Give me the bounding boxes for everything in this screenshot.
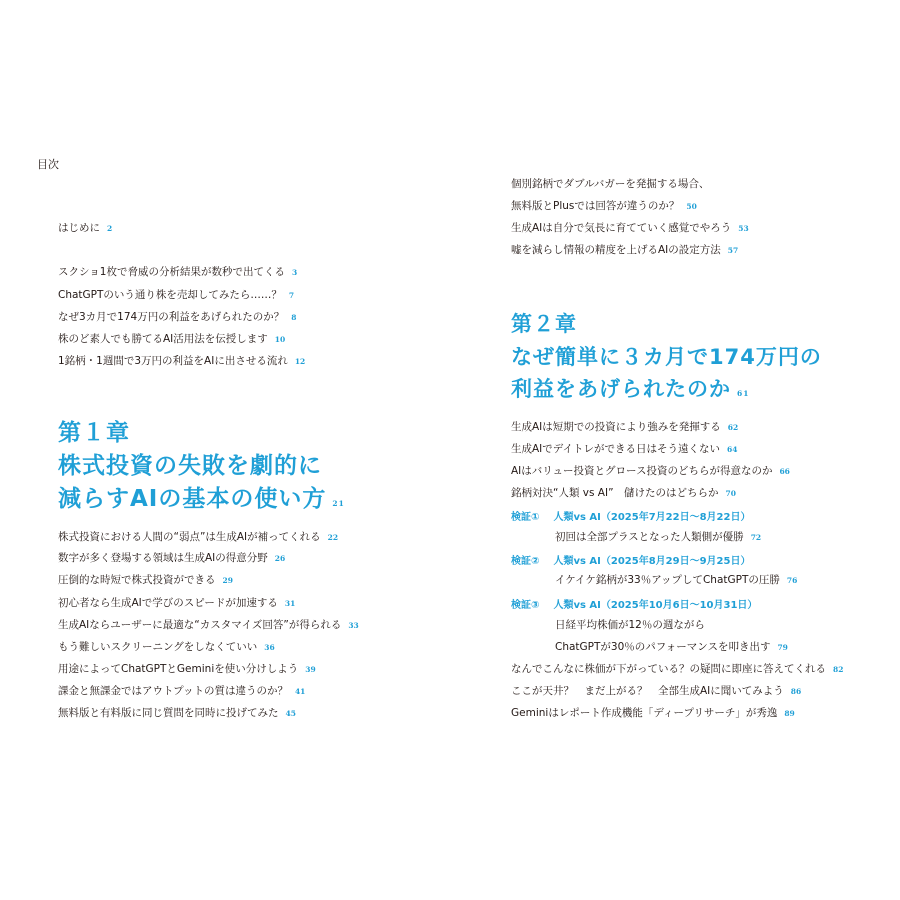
verify-tag: 検証② bbox=[511, 556, 540, 567]
toc-entry-label: もう難しいスクリーニングをしなくていい bbox=[58, 641, 258, 653]
chapter-1-number[interactable]: 第１章 bbox=[58, 420, 130, 446]
verify-title: 人類vs AI（2025年10月6日〜10月31日） bbox=[553, 600, 758, 611]
toc-entry[interactable] bbox=[555, 618, 705, 632]
toc-page-number: 53 bbox=[738, 224, 749, 233]
toc-entry[interactable] bbox=[511, 442, 737, 457]
toc-entry[interactable] bbox=[58, 288, 294, 303]
toc-entry-label: 課金と無課金ではアウトプットの質は違うのか？ bbox=[58, 685, 288, 697]
toc-entry-label: ChatGPTが30％のパフォーマンスを叩き出す bbox=[555, 641, 771, 653]
toc-entry[interactable] bbox=[511, 243, 738, 258]
toc-entry[interactable] bbox=[58, 618, 359, 633]
toc-entry-label: 初回は全部プラスとなった人類側が優勝 bbox=[555, 531, 744, 543]
toc-page-number: 64 bbox=[727, 445, 738, 454]
toc-page-number: 22 bbox=[327, 533, 339, 542]
toc-page-number: 45 bbox=[285, 709, 296, 718]
toc-page-number: 41 bbox=[294, 687, 306, 696]
toc-entry-label: ChatGPTのいう通り株を売却してみたら……？ bbox=[58, 289, 282, 301]
toc-entry-label: スクショ1枚で脅威の分析結果が数秒で出てくる bbox=[58, 266, 285, 278]
toc-entry[interactable] bbox=[58, 662, 316, 677]
toc-entry[interactable] bbox=[58, 573, 233, 588]
toc-entry[interactable] bbox=[58, 551, 285, 566]
verify-heading[interactable] bbox=[511, 508, 750, 523]
toc-entry[interactable] bbox=[58, 332, 285, 347]
chapter-2-title-line2[interactable] bbox=[511, 372, 749, 411]
toc-entry[interactable] bbox=[58, 310, 296, 325]
chapter-1-title-line1[interactable]: 株式投資の失敗を劇的に bbox=[58, 453, 322, 479]
toc-page-number: 39 bbox=[305, 665, 316, 674]
toc-page-number: 26 bbox=[274, 554, 286, 563]
toc-entry[interactable] bbox=[58, 640, 275, 655]
toc-entry[interactable] bbox=[58, 706, 296, 721]
toc-page-number: 76 bbox=[786, 576, 798, 585]
toc-page-number: 33 bbox=[348, 621, 359, 630]
verify-title: 人類vs AI（2025年8月29日〜9月25日） bbox=[553, 556, 751, 567]
verify-heading[interactable] bbox=[511, 552, 750, 567]
toc-page-number: 36 bbox=[264, 643, 275, 652]
toc-entry[interactable] bbox=[511, 486, 736, 501]
toc-entry-label: 嘘を減らし情報の精度を上げるAIの設定方法 bbox=[511, 244, 721, 256]
toc-entry-label: 株式投資における人間の“弱点”は生成AIが補ってくれる bbox=[58, 531, 321, 543]
toc-page-number: 50 bbox=[686, 202, 697, 211]
toc-entry-label: 数字が多く登場する領域は生成AIの得意分野 bbox=[58, 552, 268, 564]
toc-entry-label: なんでこんなに株価が下がっている？の疑問に即座に答えてくれる bbox=[511, 663, 826, 675]
toc-page-number: 86 bbox=[790, 687, 802, 696]
toc-entry-label: 無料版と有料版に同じ質問を同時に投げてみた bbox=[58, 707, 279, 719]
toc-entry[interactable] bbox=[58, 265, 297, 280]
toc-entry-label: 用途によってChatGPTとGeminiを使い分けしよう bbox=[58, 663, 299, 675]
toc-entry-label: 初心者なら生成AIで学びのスピードが加速する bbox=[58, 597, 278, 609]
toc-entry-label: 1銘柄・1週間で3万円の利益をAIに出させる流れ bbox=[58, 355, 288, 367]
toc-entry[interactable] bbox=[555, 573, 797, 588]
toc-entry[interactable] bbox=[58, 684, 305, 699]
toc-page-number: 7 bbox=[288, 291, 295, 300]
toc-page-number: 89 bbox=[784, 709, 795, 718]
chapter-2-page-number: 61 bbox=[737, 389, 750, 398]
toc-entry-label: 生成AIならユーザーに最適な“カスタマイズ回答”が得られる bbox=[58, 619, 342, 631]
chapter-2-title-text: 利益をあげられたのか bbox=[511, 377, 731, 401]
toc-entry-label: 生成AIでデイトレができる日はそう遠くない bbox=[511, 443, 721, 455]
verify-heading[interactable] bbox=[511, 596, 757, 611]
toc-page-number: 70 bbox=[725, 489, 736, 498]
toc-page-number: 3 bbox=[291, 268, 298, 277]
toc-entry-label: ここが天井？ まだ上がる？ 全部生成AIに聞いてみよう bbox=[511, 685, 784, 697]
toc-entry-label: 個別銘柄でダブルバガーを発掘する場合、 bbox=[511, 178, 710, 190]
toc-entry[interactable] bbox=[511, 221, 749, 236]
toc-page-number: 66 bbox=[779, 467, 790, 476]
toc-entry[interactable] bbox=[511, 464, 790, 479]
toc-entry-label: 銘柄対決“人類 vs AI” 儲けたのはどちらか bbox=[511, 487, 719, 499]
toc-entry-label: なぜ3カ月で174万円の利益をあげられたのか？ bbox=[58, 311, 285, 323]
toc-entry[interactable] bbox=[511, 684, 801, 699]
toc-entry-intro[interactable] bbox=[58, 221, 112, 236]
chapter-1-page-number: 21 bbox=[332, 499, 345, 508]
toc-entry-label: 日経平均株価が12％の週ながら bbox=[555, 619, 705, 631]
chapter-2-title-line1[interactable]: なぜ簡単に３カ月で174万円の bbox=[511, 345, 822, 369]
toc-entry-label: Geminiはレポート作成機能「ディープリサーチ」が秀逸 bbox=[511, 707, 778, 719]
verify-tag: 検証③ bbox=[511, 600, 540, 611]
toc-entry[interactable] bbox=[58, 530, 338, 545]
toc-entry[interactable] bbox=[511, 662, 843, 677]
toc-entry[interactable] bbox=[511, 420, 738, 435]
toc-entry-label: 生成AIは短期での投資により強みを発揮する bbox=[511, 421, 721, 433]
toc-entry-label: イケイケ銘柄が33％アップしてChatGPTの圧勝 bbox=[555, 574, 780, 586]
toc-entry-label: 圧倒的な時短で株式投資ができる bbox=[58, 574, 216, 586]
toc-entry[interactable] bbox=[555, 640, 788, 655]
toc-entry-label: 無料版とPlusでは回答が違うのか？ bbox=[511, 200, 680, 212]
toc-page-number: 31 bbox=[284, 599, 296, 608]
toc-entry[interactable] bbox=[58, 596, 295, 611]
toc-page-number: 8 bbox=[291, 313, 297, 322]
chapter-1-title-text: 減らすAIの基本の使い方 bbox=[58, 486, 327, 512]
toc-page-number: 2 bbox=[107, 224, 113, 233]
toc-entry[interactable] bbox=[511, 706, 795, 721]
toc-page-number: 72 bbox=[750, 533, 762, 542]
toc-page-number: 10 bbox=[274, 335, 286, 344]
toc-entry[interactable] bbox=[511, 199, 697, 214]
toc-entry[interactable] bbox=[555, 530, 761, 545]
chapter-2-number[interactable]: 第２章 bbox=[511, 312, 577, 336]
toc-page-number: 79 bbox=[777, 643, 788, 652]
toc-entry-label: 生成AIは自分で気長に育てていく感覚でやろう bbox=[511, 222, 732, 234]
toc-header: 目次 bbox=[37, 158, 59, 171]
verify-tag: 検証① bbox=[511, 512, 540, 523]
toc-page-number: 57 bbox=[727, 246, 739, 255]
toc-entry[interactable] bbox=[58, 354, 305, 369]
toc-entry[interactable] bbox=[511, 177, 709, 191]
toc-page-number: 12 bbox=[294, 357, 306, 366]
verify-title: 人類vs AI（2025年7月22日〜8月22日） bbox=[553, 512, 751, 523]
toc-page-number: 82 bbox=[833, 665, 844, 674]
chapter-1-title-line2[interactable] bbox=[58, 485, 345, 518]
toc-entry-label: はじめに bbox=[58, 222, 100, 234]
toc-page-number: 62 bbox=[727, 423, 739, 432]
toc-entry-label: 株のど素人でも勝てるAI活用法を伝授します bbox=[58, 333, 268, 345]
toc-entry-label: AIはバリュー投資とグロース投資のどちらが得意なのか bbox=[511, 465, 773, 477]
toc-page-number: 29 bbox=[222, 576, 233, 585]
